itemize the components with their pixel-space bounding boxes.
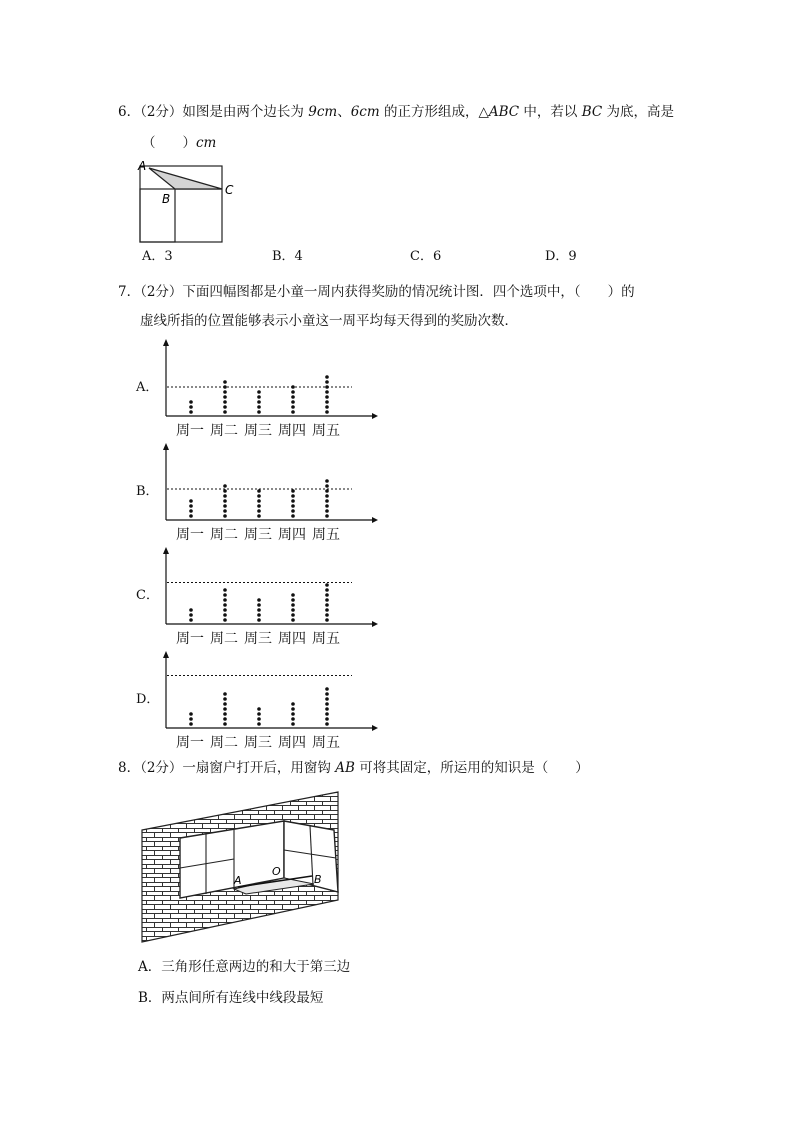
- reward-dot: [291, 608, 295, 612]
- day-tick-label: 周一: [176, 735, 204, 751]
- reward-dot: [291, 509, 295, 513]
- q8-option-b[interactable]: B．两点间所有连线中线段最短: [138, 990, 324, 1006]
- reward-dot: [325, 697, 329, 701]
- reward-dot: [223, 603, 227, 607]
- q7-chart-label: D．: [136, 692, 160, 707]
- reward-dot: [325, 514, 329, 518]
- q6-stem-line2: [142, 133, 216, 153]
- q6-stem-line1: [118, 102, 674, 122]
- day-tick-label: 周四: [278, 631, 306, 647]
- reward-dot: [291, 400, 295, 404]
- q8-option-a[interactable]: A．三角形任意两边的和大于第三边: [138, 959, 351, 975]
- y-axis-arrow: [163, 651, 169, 658]
- reward-dot: [325, 712, 329, 716]
- reward-dot: [325, 484, 329, 488]
- reward-dot: [223, 405, 227, 409]
- reward-dot: [291, 395, 295, 399]
- y-axis-arrow: [163, 339, 169, 346]
- reward-dot: [257, 717, 261, 721]
- q8-text: 可将其固定，所运用的知识是（ ）: [354, 760, 589, 776]
- reward-dot: [325, 380, 329, 384]
- day-tick-label: 周三: [244, 527, 272, 543]
- reward-dot: [189, 509, 193, 513]
- reward-dot: [325, 494, 329, 498]
- reward-dot: [325, 588, 329, 592]
- reward-dot: [291, 603, 295, 607]
- reward-dot: [189, 405, 193, 409]
- reward-dot: [223, 380, 227, 384]
- reward-dot: [223, 608, 227, 612]
- q7-stem-line1: 7．（2分）下面四幅图都是小童一周内获得奖励的情况统计图．四个选项中，（ ）的: [118, 284, 635, 300]
- reward-dot: [325, 489, 329, 493]
- reward-dot: [325, 400, 329, 404]
- reward-dot: [291, 702, 295, 706]
- reward-dot: [189, 504, 193, 508]
- reward-dot: [325, 707, 329, 711]
- reward-dot: [223, 484, 227, 488]
- day-tick-label: 周二: [210, 735, 238, 751]
- reward-dot: [257, 390, 261, 394]
- q8-window-figure: [138, 788, 348, 944]
- y-axis-arrow: [163, 547, 169, 554]
- day-tick-label: 周三: [244, 423, 272, 439]
- day-tick-label: 周五: [312, 527, 340, 543]
- reward-dot: [257, 494, 261, 498]
- q7-dot-chart: [156, 545, 382, 649]
- reward-dot: [257, 509, 261, 513]
- x-axis-arrow: [372, 517, 378, 523]
- reward-dot: [223, 504, 227, 508]
- reward-dot: [325, 509, 329, 513]
- day-tick-label: 周一: [176, 527, 204, 543]
- reward-dot: [291, 722, 295, 726]
- reward-dot: [223, 494, 227, 498]
- reward-dot: [223, 702, 227, 706]
- reward-dot: [257, 395, 261, 399]
- day-tick-label: 周二: [210, 423, 238, 439]
- q6-option-b[interactable]: B．4: [272, 249, 303, 264]
- day-tick-label: 周四: [278, 423, 306, 439]
- reward-dot: [291, 504, 295, 508]
- reward-dot: [291, 712, 295, 716]
- q7-dot-chart: [156, 337, 382, 441]
- q6-label-c: C: [225, 183, 234, 197]
- reward-dot: [257, 608, 261, 612]
- reward-dot: [257, 405, 261, 409]
- q6-value-6: 6: [350, 104, 360, 120]
- reward-dot: [223, 598, 227, 602]
- reward-dot: [223, 588, 227, 592]
- reward-dot: [257, 707, 261, 711]
- reward-dot: [223, 390, 227, 394]
- day-tick-label: 周二: [210, 631, 238, 647]
- q6-option-a[interactable]: A．3: [142, 249, 173, 264]
- reward-dot: [189, 712, 193, 716]
- reward-dot: [223, 697, 227, 701]
- reward-dot: [257, 489, 261, 493]
- reward-dot: [223, 410, 227, 414]
- reward-dot: [223, 499, 227, 503]
- q8-hook-name: AB: [335, 760, 355, 776]
- reward-dot: [325, 692, 329, 696]
- reward-dot: [291, 717, 295, 721]
- reward-dot: [223, 395, 227, 399]
- reward-dot: [189, 722, 193, 726]
- reward-dot: [189, 608, 193, 612]
- reward-dot: [325, 504, 329, 508]
- reward-dot: [223, 707, 227, 711]
- q7-dot-chart: [156, 649, 382, 753]
- q8-label-b: B: [314, 873, 322, 886]
- reward-dot: [325, 593, 329, 597]
- reward-dot: [223, 514, 227, 518]
- reward-dot: [325, 375, 329, 379]
- reward-dot: [257, 410, 261, 414]
- day-tick-label: 周二: [210, 527, 238, 543]
- reward-dot: [325, 608, 329, 612]
- reward-dot: [223, 717, 227, 721]
- q8-stem: [118, 758, 589, 778]
- reward-dot: [325, 702, 329, 706]
- reward-dot: [291, 514, 295, 518]
- reward-dot: [257, 613, 261, 617]
- day-tick-label: 周三: [244, 631, 272, 647]
- x-axis-arrow: [372, 725, 378, 731]
- reward-dot: [291, 390, 295, 394]
- reward-dot: [257, 514, 261, 518]
- reward-dot: [291, 405, 295, 409]
- day-tick-label: 周一: [176, 631, 204, 647]
- q6-text: 的正方形组成，△: [379, 104, 489, 120]
- reward-dot: [291, 598, 295, 602]
- reward-dot: [257, 504, 261, 508]
- q6-answer-blank: （ ）: [142, 135, 196, 151]
- reward-dot: [223, 692, 227, 696]
- q7-chart-label: A．: [136, 380, 159, 395]
- q6-option-d[interactable]: D．9: [545, 249, 577, 264]
- reward-dot: [291, 494, 295, 498]
- reward-dot: [189, 499, 193, 503]
- reward-dot: [291, 707, 295, 711]
- reward-dot: [223, 593, 227, 597]
- reward-dot: [189, 400, 193, 404]
- reward-dot: [325, 722, 329, 726]
- q6-unit: cm: [316, 104, 338, 120]
- reward-dot: [257, 598, 261, 602]
- q6-text: 6．（2分）如图是由两个边长为: [118, 104, 309, 120]
- day-tick-label: 周五: [312, 735, 340, 751]
- reward-dot: [325, 395, 329, 399]
- reward-dot: [257, 400, 261, 404]
- q6-triangle-abc: [149, 168, 222, 189]
- reward-dot: [291, 618, 295, 622]
- reward-dot: [257, 712, 261, 716]
- reward-dot: [291, 593, 295, 597]
- x-axis-arrow: [372, 413, 378, 419]
- day-tick-label: 周三: [244, 735, 272, 751]
- reward-dot: [257, 499, 261, 503]
- reward-dot: [291, 613, 295, 617]
- q8-label-o: O: [272, 865, 281, 878]
- reward-dot: [325, 717, 329, 721]
- day-tick-label: 周五: [312, 631, 340, 647]
- reward-dot: [325, 603, 329, 607]
- q6-unit: cm: [359, 104, 380, 120]
- reward-dot: [325, 390, 329, 394]
- y-axis-arrow: [163, 443, 169, 450]
- reward-dot: [257, 603, 261, 607]
- x-axis-arrow: [372, 621, 378, 627]
- q6-unit: cm: [196, 135, 217, 151]
- q6-option-c[interactable]: C．6: [410, 249, 442, 264]
- reward-dot: [189, 618, 193, 622]
- reward-dot: [325, 479, 329, 483]
- day-tick-label: 周五: [312, 423, 340, 439]
- reward-dot: [325, 598, 329, 602]
- reward-dot: [223, 722, 227, 726]
- day-tick-label: 周四: [278, 735, 306, 751]
- reward-dot: [325, 499, 329, 503]
- reward-dot: [223, 613, 227, 617]
- reward-dot: [325, 618, 329, 622]
- reward-dot: [223, 489, 227, 493]
- q7-chart-label: B．: [136, 484, 159, 499]
- reward-dot: [223, 618, 227, 622]
- reward-dot: [325, 583, 329, 587]
- reward-dot: [223, 712, 227, 716]
- q6-triangle-name: ABC: [488, 104, 520, 120]
- q6-figure: [132, 156, 232, 246]
- q8-label-a: A: [234, 874, 242, 887]
- reward-dot: [189, 514, 193, 518]
- q6-label-a: A: [138, 159, 147, 173]
- reward-dot: [257, 722, 261, 726]
- q6-value-9: 9: [308, 104, 317, 120]
- reward-dot: [325, 410, 329, 414]
- q6-text: 为底，高是: [602, 104, 675, 120]
- reward-dot: [325, 613, 329, 617]
- reward-dot: [223, 385, 227, 389]
- q6-label-b: B: [162, 192, 171, 206]
- reward-dot: [223, 400, 227, 404]
- q6-base-name: BC: [581, 104, 603, 120]
- q6-text: 中，若以: [519, 104, 582, 120]
- q6-separator: 、: [337, 104, 351, 120]
- day-tick-label: 周一: [176, 423, 204, 439]
- reward-dot: [189, 717, 193, 721]
- reward-dot: [189, 613, 193, 617]
- reward-dot: [257, 618, 261, 622]
- day-tick-label: 周四: [278, 527, 306, 543]
- reward-dot: [291, 489, 295, 493]
- q7-stem-line2: 虚线所指的位置能够表示小童这一周平均每天得到的奖励次数．: [140, 313, 518, 329]
- q7-dot-chart: [156, 441, 382, 545]
- q8-text: 8．（2分）一扇窗户打开后，用窗钩: [118, 760, 336, 776]
- reward-dot: [291, 499, 295, 503]
- reward-dot: [291, 410, 295, 414]
- reward-dot: [189, 410, 193, 414]
- q7-chart-label: C．: [136, 588, 159, 603]
- reward-dot: [325, 405, 329, 409]
- reward-dot: [291, 385, 295, 389]
- reward-dot: [325, 687, 329, 691]
- reward-dot: [325, 385, 329, 389]
- reward-dot: [223, 509, 227, 513]
